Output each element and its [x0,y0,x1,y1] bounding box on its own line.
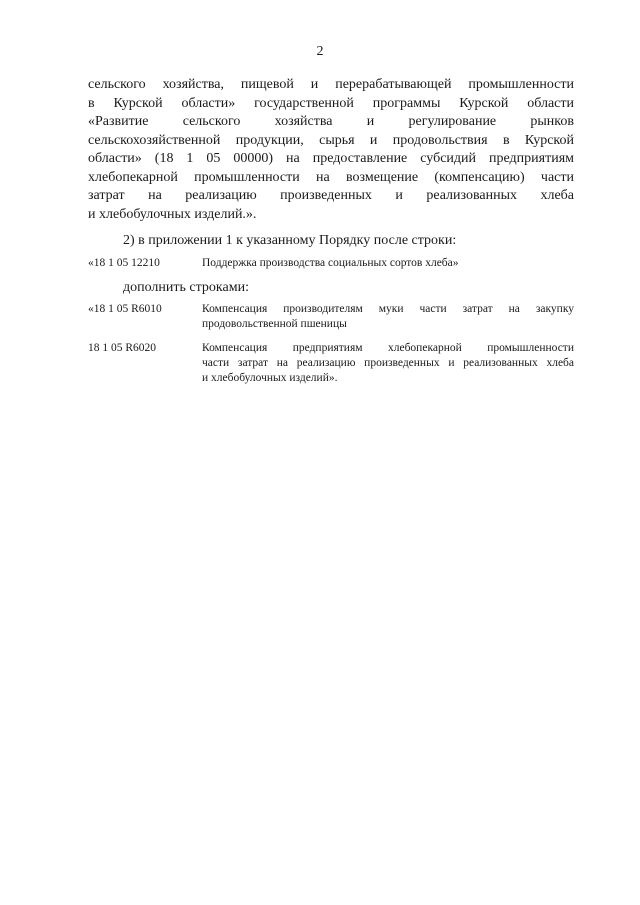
page-number: 2 [316,44,324,59]
row-description [202,302,574,332]
budget-code: 18 1 05 R6020 [88,342,157,354]
intro-line: и хлебобулочных изделий.». [88,206,257,222]
intro-line: хлебопекарной промышленности на возмещение (компенсацию) части [88,169,574,185]
item-2-text: 2) в приложении 1 к указанному Порядку после строки: [123,233,457,248]
description-line: Поддержка производства социальных сортов хлеба» [202,257,459,269]
row-description [202,341,574,386]
intro-line: сельского хозяйства, пищевой и перерабатывающей промышленности [88,77,574,92]
budget-code: «18 1 05 R6010 [88,303,162,315]
description-line: продовольственной пшеницы [202,318,347,330]
intro-line: «Развитие сельского хозяйства и регулирование рынков [88,114,574,129]
budget-code: «18 1 05 12210 [88,257,160,269]
intro-paragraph [88,76,574,224]
description-line: Компенсация производителям муки части затрат на закупку [202,303,574,315]
intro-line: сельскохозяйственной продукции, сырья и продовольствия в Курской [88,132,574,148]
supplement-text: дополнить строками: [123,280,249,295]
row-description [202,256,574,271]
intro-line: области» (18 1 05 00000) на предоставление субсидий предприятиям [88,151,574,166]
intro-line: затрат на реализацию произведенных и реализованных хлеба [88,188,574,203]
description-line: части затрат на реализацию произведенных и реализованных хлеба [202,357,574,369]
intro-line: в Курской области» государственной программы Курской области [88,95,574,111]
description-line: Компенсация предприятиям хлебопекарной промышленности [202,342,574,354]
description-line: и хлебобулочных изделий». [202,372,338,384]
